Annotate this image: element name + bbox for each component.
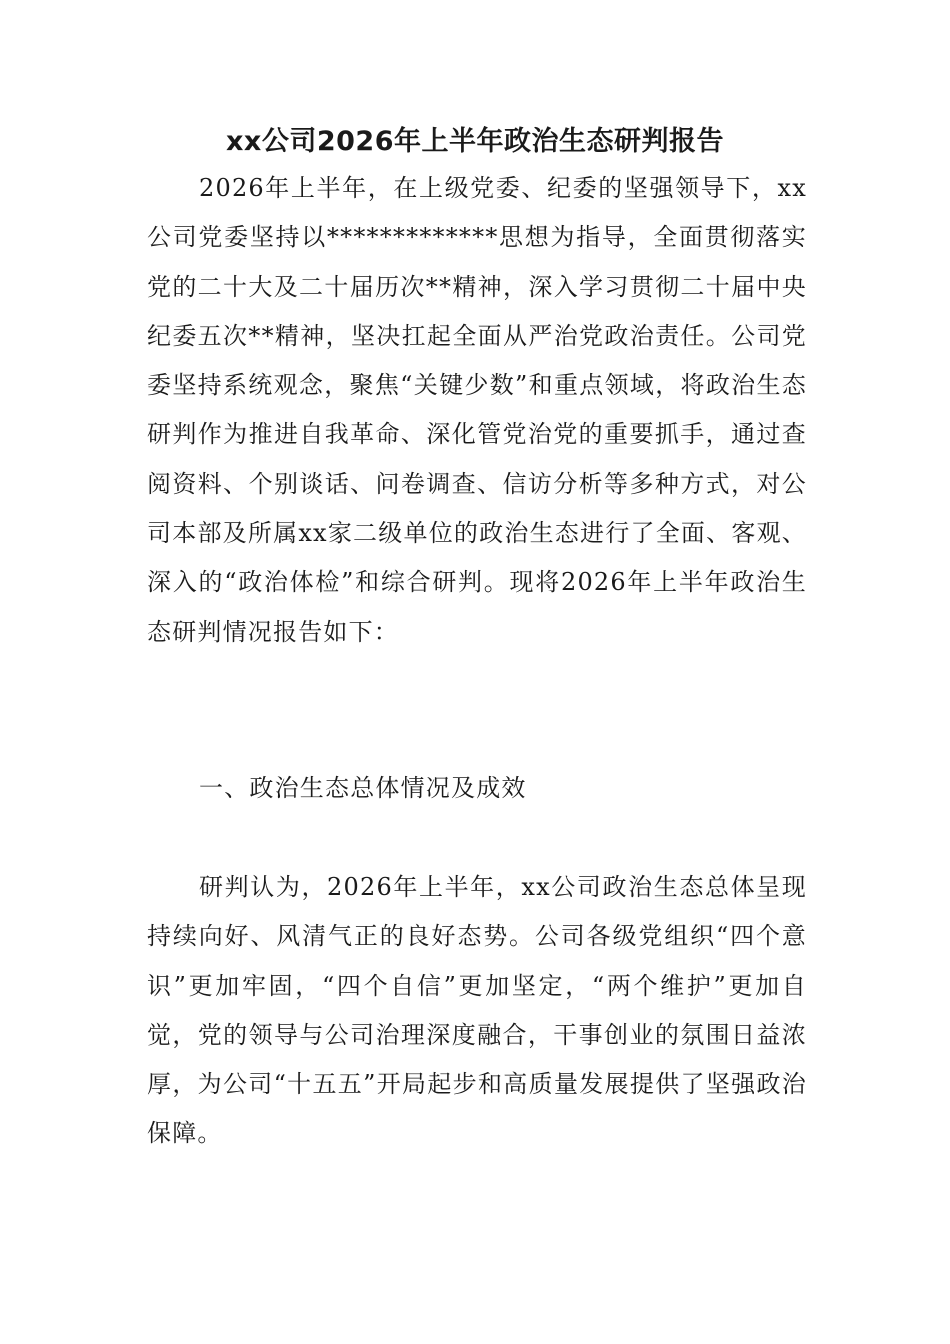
document-title: xx公司2026年上半年政治生态研判报告	[226, 126, 724, 157]
section-heading: 一、政治生态总体情况及成效	[199, 774, 527, 802]
intro-paragraph: 2026年上半年，在上级党委、纪委的坚强领导下，xx公司党委坚持以*************思想为指导，全面贯彻落实党的二十大及二十届历次**精神，深入学习贯彻二十届中央纪委五次**精神，坚决扛起全面从严治党政治责任。公司党委坚持系统观念，聚焦“关键少数”和重点领域，将政治生态研判作为推进自我革命、深化管党治党的重要抓手，通过查阅资料、个别谈话、问卷调查、信访分析等多种方式，对公司本部及所属xx家二级单位的政治生态进行了全面、客观、深入的“政治体检”和综合研判。现将2026年上半年政治生态研判情况报告如下：	[147, 174, 807, 646]
section-paragraph: 研判认为，2026年上半年，xx公司政治生态总体呈现持续向好、风清气正的良好态势。公司各级党组织“四个意识”更加牢固，“四个自信”更加坚定，“两个维护”更加自觉，党的领导与公司治理深度融合，干事创业的氛围日益浓厚，为公司“十五五”开局起步和高质量发展提供了坚强政治保障。	[147, 873, 807, 1148]
